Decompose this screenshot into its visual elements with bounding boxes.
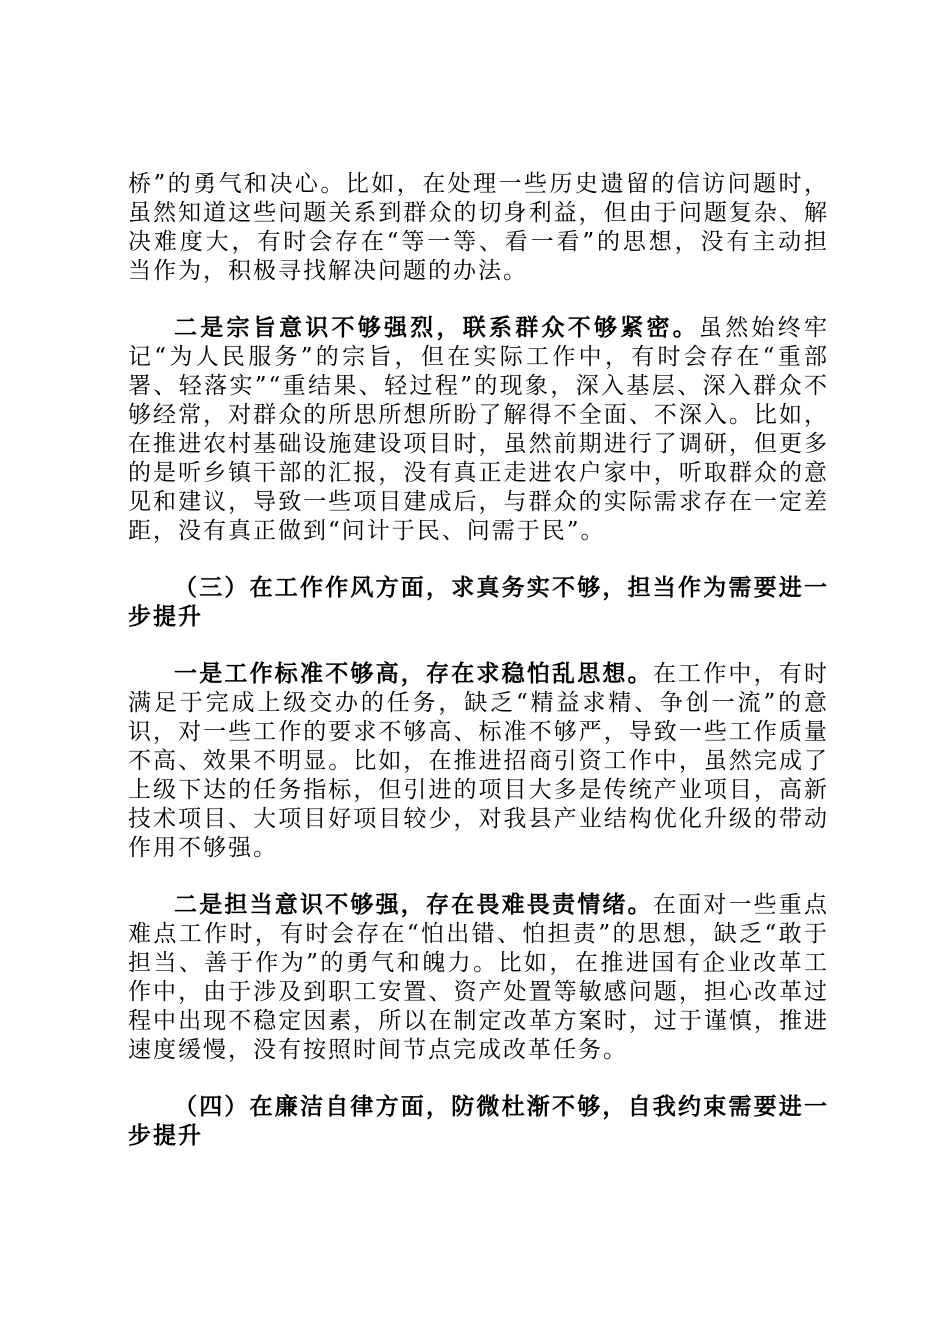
paragraph-responsibility (128, 891, 829, 1065)
paragraph-lead: 一是工作标准不够高，存在求稳怕乱思想。 (174, 661, 653, 687)
paragraph-continuation: 桥”的勇气和决心。比如，在处理一些历史遗留的信访问题时，虽然知道这些问题关系到群众的切身利益，但由于问题复杂、解决难度大，有时会存在“等一等、看一看”的思想，没有主动担当作为，积极寻找解决问题的办法。 (128, 171, 829, 284)
paragraph-body: 在工作中，有时满足于完成上级交办的任务，缺乏“精益求精、争创一流”的意识，对一些工作的要求不够高、标准不够严，导致一些工作质量不高、效果不明显。比如，在推进招商引资工作中，虽然完成了上级下达的任务指标，但引进的项目大多是传统产业项目，高新技术项目、大项目好项目较少，对我县产业结构优化升级的带动作用不够强。 (128, 661, 830, 861)
paragraph-body: 虽然始终牢记“为人民服务”的宗旨，但在实际工作中，有时会存在“重部署、轻落实”“重结果、轻过程”的现象，深入基层、深入群众不够经常，对群众的所思所想所盼了解得不全面、不深入。比如，在推进农村基础设施建设项目时，虽然前期进行了调研，但更多的是听乡镇干部的汇报，没有真正走进农户家中，听取群众的意见和建议，导致一些项目建成后，与群众的实际需求存在一定差距，没有真正做到“问计于民、问需于民”。 (128, 315, 829, 544)
paragraph-body: 在面对一些重点难点工作时，有时会存在“怕出错、怕担责”的思想，缺乏“敢于担当、善于作为”的勇气和魄力。比如，在推进国有企业改革工作中，由于涉及到职工安置、资产处置等敏感问题，担心改革过程中出现不稳定因素，所以在制定改革方案时，过于谨慎，推进速度缓慢，没有按照时间节点完成改革任务。 (128, 892, 830, 1063)
document-page (128, 170, 829, 1151)
section-heading-integrity: （四）在廉洁自律方面，防微杜渐不够，自我约束需要进一步提升 (128, 1094, 829, 1149)
paragraph-lead: 二是担当意识不够强，存在畏难畏责情绪。 (174, 892, 653, 918)
paragraph-work-standards (128, 660, 829, 863)
section-heading-work-style: （三）在工作作风方面，求真务实不够，担当作为需要进一步提升 (128, 575, 829, 630)
paragraph-purpose-awareness (128, 314, 829, 546)
paragraph-lead: 二是宗旨意识不够强烈，联系群众不够紧密。 (174, 315, 699, 341)
